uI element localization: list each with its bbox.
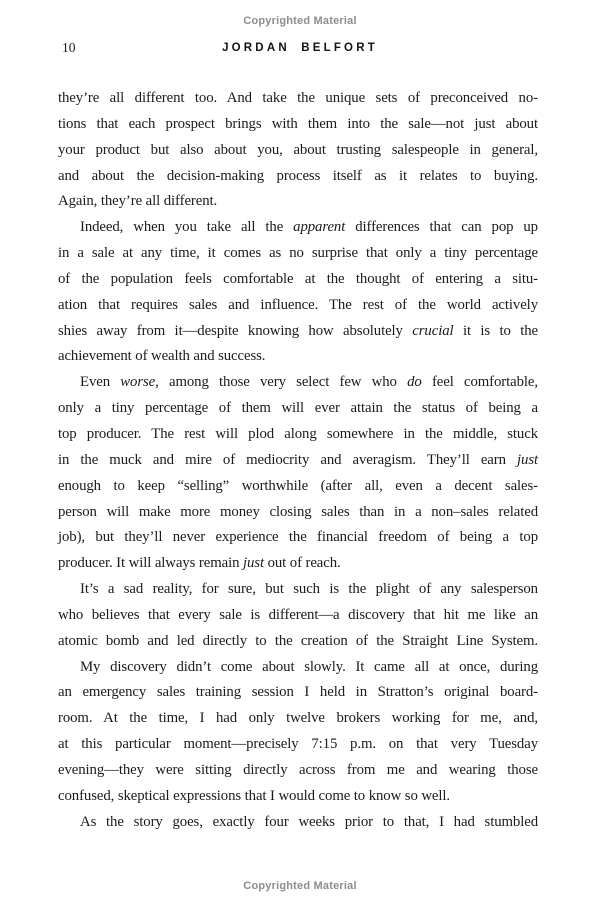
paragraph [58, 215, 538, 370]
text-line [58, 164, 538, 190]
text-run: person will make more money closing sales than in a non–sales related [58, 503, 538, 520]
text-run: top producer. The rest will plod along somewhere in the middle, stuck [58, 425, 538, 442]
copyright-watermark-top: Copyrighted Material [243, 15, 357, 27]
text-run: , among those very select few who [155, 374, 408, 391]
text-run: only a tiny percentage of them will ever attain the status of being a [58, 400, 538, 417]
text-line [58, 810, 538, 836]
text-run: evening—they were sitting directly across from me and wearing those [58, 761, 538, 778]
text-line [58, 422, 538, 448]
text-run: job), but they’ll never experience the financial freedom of being a top [58, 529, 538, 546]
text-line [58, 680, 538, 706]
text-run: it is to the [453, 322, 538, 339]
italic-text-run: do [407, 374, 422, 391]
text-run: ation that requires sales and influence. The rest of the world actively [58, 296, 538, 313]
text-line [58, 784, 538, 810]
text-line [58, 215, 538, 241]
text-run: My discovery didn’t come about slowly. It came all at once, during [80, 658, 538, 675]
text-run: producer. It will always remain [58, 555, 243, 572]
text-run: As the story goes, exactly four weeks prior to that, I had stumbled [80, 813, 538, 830]
text-line [58, 732, 538, 758]
text-line [58, 86, 538, 112]
text-run: feel comfortable, [421, 374, 538, 391]
text-run: Indeed, when you take all the [80, 219, 294, 236]
text-run: room. At the time, I had only twelve brokers working for me, and, [58, 710, 538, 727]
text-run: of the population feels comfortable at the thought of entering a situ- [58, 270, 538, 287]
text-run: an emergency sales training session I held in Stratton’s original board- [58, 684, 538, 701]
italic-text-run: crucial [412, 322, 454, 339]
text-line [58, 525, 538, 551]
body-text [58, 86, 538, 835]
text-run: shies away from it—despite knowing how absolutely [58, 322, 413, 339]
text-run: in the muck and mire of mediocrity and averagism. They’ll earn [58, 451, 518, 468]
text-line [58, 758, 538, 784]
text-run: enough to keep “selling” worthwhile (after all, even a decent sales- [58, 477, 538, 494]
text-run: Again, they’re all different. [58, 193, 218, 210]
paragraph [58, 577, 538, 655]
italic-text-run: just [243, 555, 264, 572]
text-line [58, 138, 538, 164]
text-run: they’re all different too. And take the unique sets of preconceived no- [58, 90, 538, 106]
text-run: confused, skeptical expressions that I would come to know so well. [58, 787, 451, 804]
paragraph [58, 370, 538, 577]
text-line [58, 629, 538, 655]
text-line [58, 241, 538, 267]
text-run: Even [80, 374, 121, 391]
paragraph [58, 86, 538, 215]
text-line [58, 551, 538, 577]
paragraph [58, 655, 538, 810]
text-run: your product but also about you, about trusting salespeople in general, [58, 141, 538, 158]
text-run: differences that can pop up [345, 219, 538, 236]
italic-text-run: apparent [293, 219, 346, 236]
text-run: at this particular moment—precisely 7:15 p.m. on that very Tuesday [58, 736, 538, 753]
text-line [58, 319, 538, 345]
text-line [58, 112, 538, 138]
text-line [58, 603, 538, 629]
text-line [58, 344, 538, 370]
text-line [58, 448, 538, 474]
copyright-watermark-bottom: Copyrighted Material [243, 880, 357, 892]
text-run: atomic bomb and led directly to the creation of the Straight Line System. [58, 632, 538, 649]
text-line [58, 293, 538, 319]
text-run: and about the decision-making process itself as it relates to buying. [58, 167, 538, 184]
text-run: It’s a sad reality, for sure, but such is the plight of any salesperson [80, 581, 538, 598]
text-line [58, 267, 538, 293]
page-number: 10 [62, 40, 76, 55]
text-line [58, 577, 538, 603]
text-line [58, 706, 538, 732]
italic-text-run: worse [120, 374, 156, 391]
text-line [58, 370, 538, 396]
italic-text-run: just [517, 451, 538, 468]
text-run: achievement of wealth and success. [58, 348, 266, 365]
text-line [58, 396, 538, 422]
running-title: JORDAN BELFORT [222, 42, 378, 54]
text-run: out of reach. [263, 555, 341, 572]
text-run: in a sale at any time, it comes as no surprise that only a tiny percentage [58, 245, 538, 262]
page-header [0, 40, 600, 56]
text-line [58, 500, 538, 526]
text-line [58, 189, 538, 215]
text-line [58, 474, 538, 500]
text-line [58, 655, 538, 681]
text-run: who believes that every sale is different—a discovery that hit me like an [58, 606, 538, 623]
text-run: tions that each prospect brings with them into the sale—not just about [58, 115, 538, 132]
paragraph [58, 810, 538, 836]
